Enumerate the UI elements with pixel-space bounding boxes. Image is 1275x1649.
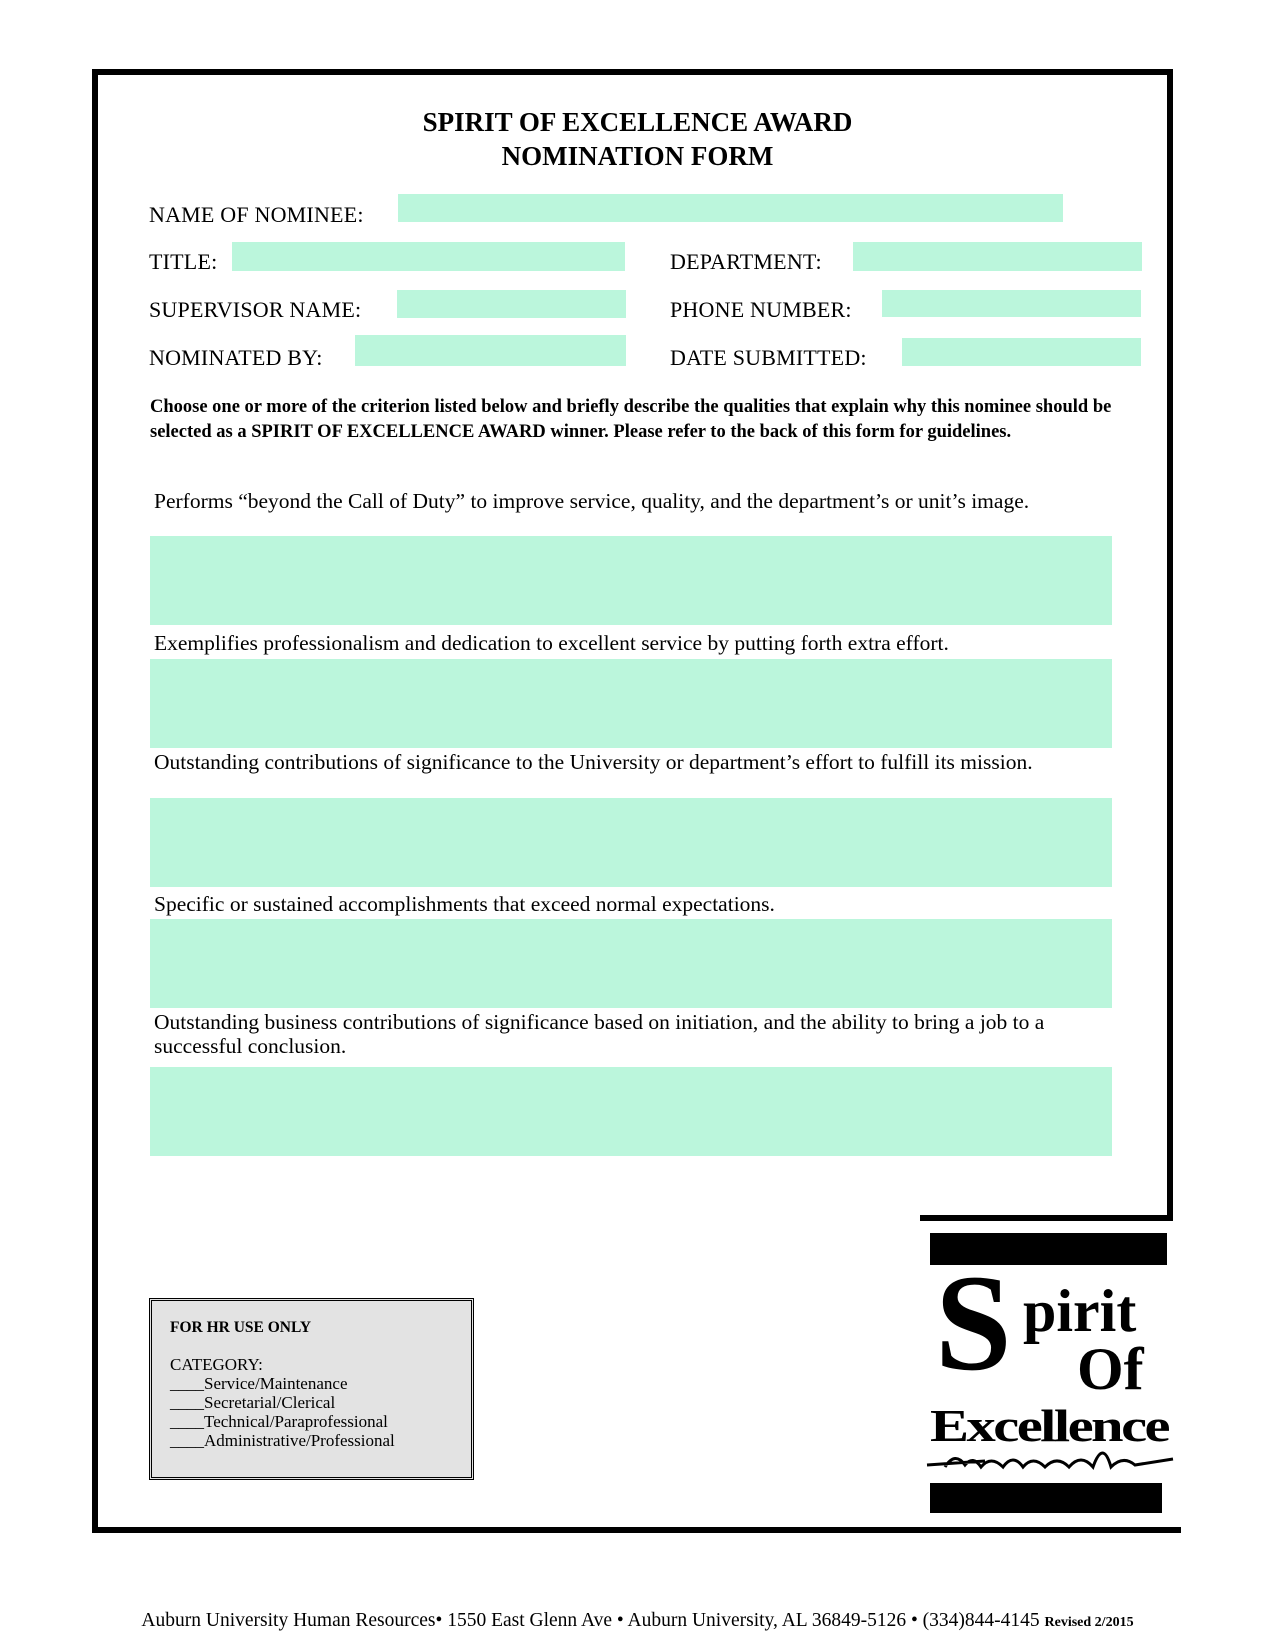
hr-category-item: ____Administrative/Professional	[170, 1431, 395, 1450]
logo-spirit-text: pirit	[1023, 1278, 1137, 1344]
date-submitted-label: DATE SUBMITTED:	[670, 345, 867, 370]
criterion-3-text: Outstanding contributions of significance to the University or department’s effort to fulfill its mission.	[154, 750, 1033, 774]
hr-category-list	[170, 1355, 395, 1450]
department-label: DEPARTMENT:	[670, 249, 822, 274]
logo-big-s: S	[935, 1246, 1012, 1399]
logo-of-text: Of	[1077, 1336, 1144, 1402]
criterion-2-text: Exemplifies professionalism and dedication to excellent service by putting forth extra effort.	[154, 631, 949, 655]
criterion-1-response[interactable]	[150, 536, 1112, 625]
nominated-by-field[interactable]	[355, 335, 626, 366]
title-label: TITLE:	[149, 249, 218, 274]
hr-category-item: ____Service/Maintenance	[170, 1374, 348, 1393]
criterion-1-text: Performs “beyond the Call of Duty” to improve service, quality, and the department’s or unit’s image.	[154, 489, 1030, 513]
hr-category-item: ____Technical/Paraprofessional	[170, 1412, 388, 1431]
logo-bottom-bar	[930, 1483, 1162, 1513]
frame-border-ledge	[920, 1215, 1173, 1221]
frame-border-bottom	[92, 1527, 1181, 1533]
form-title: SPIRIT OF EXCELLENCE AWARD	[422, 107, 853, 137]
nominated-by-label: NOMINATED BY:	[149, 345, 323, 370]
instructions-text: Choose one or more of the criterion listed below and briefly describe the qualities that explain why this nominee should be selected as a SPIRIT OF EXCELLENCE AWARD winner. Please refer to the back of this form for guidelines.	[150, 397, 1112, 442]
nominee-name-field[interactable]	[398, 194, 1063, 222]
supervisor-name-field[interactable]	[397, 290, 626, 318]
frame-border-top	[92, 69, 1173, 75]
criterion-5-response[interactable]	[150, 1067, 1112, 1156]
form-subtitle: NOMINATION FORM	[501, 141, 774, 171]
frame-border-left	[92, 69, 98, 1533]
logo-excellence-text: Excellence	[930, 1400, 1171, 1451]
logo-award-script	[927, 1453, 1173, 1467]
department-field[interactable]	[853, 242, 1142, 271]
phone-number-field[interactable]	[882, 290, 1141, 317]
footer-address: Auburn University Human Resources• 1550 East Glenn Ave • Auburn University, AL 36849-5126 • (334)844-4145	[141, 1610, 1040, 1631]
title-field[interactable]	[232, 242, 625, 271]
supervisor-name-label: SUPERVISOR NAME:	[149, 297, 362, 322]
criterion-5-text: Outstanding business contributions of significance based on initiation, and the ability to bring a job to a successful conclusion.	[154, 1010, 1045, 1058]
footer	[0, 1610, 1275, 1632]
phone-number-label: PHONE NUMBER:	[670, 297, 852, 322]
hr-category-item: ____Secretarial/Clerical	[170, 1393, 336, 1412]
criterion-3-response[interactable]	[150, 798, 1112, 887]
criterion-4-text: Specific or sustained accomplishments that exceed normal expectations.	[154, 892, 775, 916]
spirit-of-excellence-logo	[925, 1233, 1175, 1515]
hr-use-only-box	[149, 1298, 474, 1480]
footer-revised: Revised 2/2015	[1044, 1615, 1134, 1630]
hr-use-only-title: FOR HR USE ONLY	[170, 1319, 312, 1336]
criterion-2-response[interactable]	[150, 659, 1112, 748]
date-submitted-field[interactable]	[902, 338, 1141, 366]
nominee-name-label: NAME OF NOMINEE:	[149, 202, 364, 227]
frame-border-right	[1167, 69, 1173, 1220]
hr-category-label: CATEGORY:	[170, 1355, 263, 1374]
criterion-4-response[interactable]	[150, 919, 1112, 1008]
